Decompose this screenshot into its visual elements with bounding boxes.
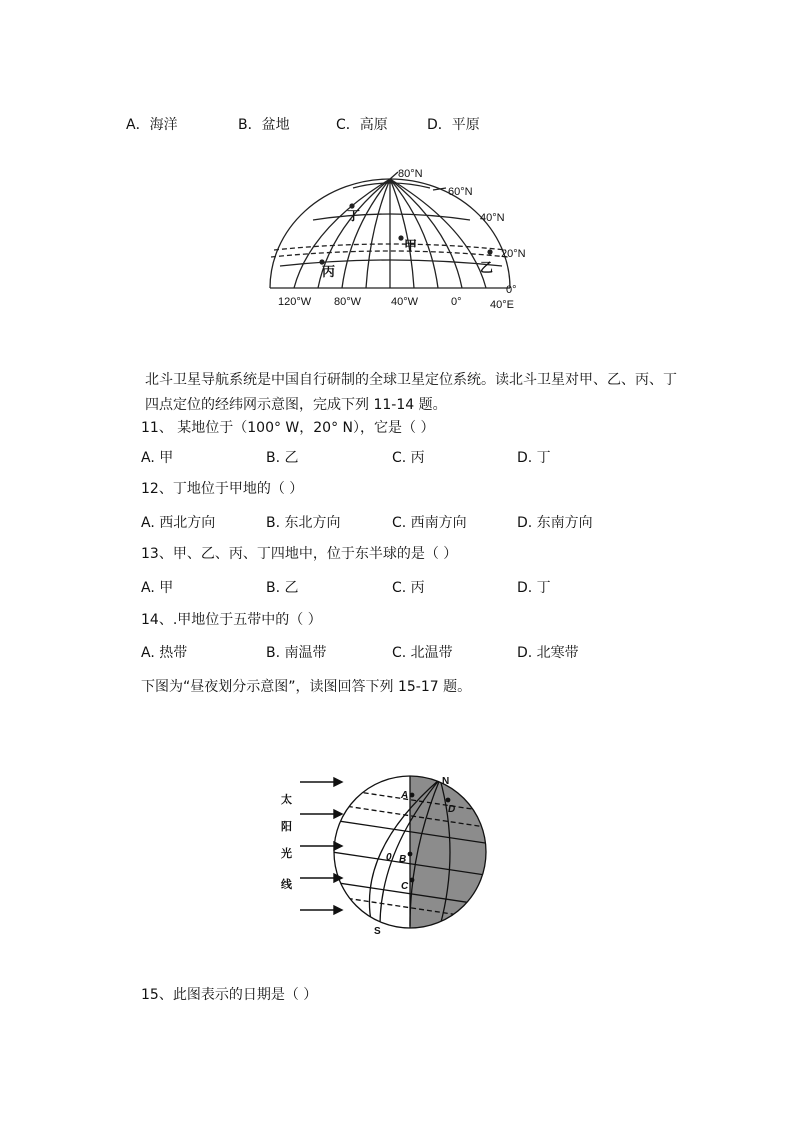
question-13-option-a: A. 甲 (141, 580, 174, 596)
intro-2: 下图为“昼夜划分示意图”，读图回答下列 15-17 题。 (141, 679, 472, 695)
point-yi-marker (487, 249, 492, 254)
globe-label-n: N (442, 776, 450, 787)
lon-label-40e: 40°E (490, 299, 514, 311)
sun-label-4: 线 (281, 879, 292, 891)
top-option-d: D．平原 (427, 117, 480, 133)
top-option-c: C．高原 (336, 117, 388, 133)
question-11-option-b: B. 乙 (266, 450, 299, 466)
question-14-option-d: D. 北寒带 (517, 645, 579, 661)
question-14-option-b: B. 南温带 (266, 645, 327, 661)
point-label-ding: 丁 (347, 208, 361, 223)
question-14-option-a: A. 热带 (141, 645, 188, 661)
lon-label-0: 0° (451, 296, 462, 308)
question-13-option-b: B. 乙 (266, 580, 299, 596)
question-13-option-d: D. 丁 (517, 580, 551, 596)
question-12-stem: 12、丁地位于甲地的（ ） (141, 481, 304, 497)
lon-label-80w: 80°W (334, 296, 362, 308)
lat-label-80n: 80°N (398, 168, 423, 180)
question-11-option-a: A. 甲 (141, 450, 174, 466)
point-jia-marker (398, 235, 403, 240)
intro-line-2: 四点定位的经纬网示意图，完成下列 11-14 题。 (145, 397, 447, 413)
lat-label-60n: 60°N (448, 186, 473, 198)
top-option-a: A．海洋 (126, 117, 178, 133)
lat-label-20n: 20°N (501, 248, 526, 260)
point-label-yi: 乙 (480, 260, 494, 275)
sun-label-1: 太 (281, 794, 292, 806)
question-12-option-d: D. 东南方向 (517, 515, 593, 531)
question-14-option-c: C. 北温带 (392, 645, 453, 661)
globe-label-d: D (448, 804, 456, 815)
question-11-stem: 11、 某地位于（100° W，20° N），它是（ ） (141, 420, 435, 436)
question-11-option-c: C. 丙 (392, 450, 425, 466)
sun-label-2: 阳 (281, 821, 292, 833)
intro-line-1: 北斗卫星导航系统是中国自行研制的全球卫星定位系统。读北斗卫星对甲、乙、丙、丁 (145, 372, 677, 388)
lat-label-0: 0° (506, 284, 517, 296)
question-13-option-c: C. 丙 (392, 580, 425, 596)
globe-label-0: 0 (386, 852, 392, 863)
point-b-marker (408, 852, 413, 857)
question-12-option-a: A. 西北方向 (141, 515, 216, 531)
question-14-stem: 14、.甲地位于五带中的（ ） (141, 612, 322, 628)
globe-label-s: S (374, 926, 381, 937)
question-11-option-d: D. 丁 (517, 450, 551, 466)
day-night-globe-figure (262, 770, 492, 940)
lon-label-120w: 120°W (278, 296, 312, 308)
lon-label-40w: 40°W (391, 296, 419, 308)
top-option-b: B．盆地 (238, 117, 290, 133)
question-15-stem: 15、此图表示的日期是（ ） (141, 987, 318, 1003)
globe-label-c: C (401, 881, 409, 892)
lat-lon-grid-figure (258, 168, 528, 313)
sun-label-3: 光 (281, 848, 292, 860)
question-12-option-b: B. 东北方向 (266, 515, 341, 531)
question-12-option-c: C. 西南方向 (392, 515, 467, 531)
lat-label-40n: 40°N (480, 212, 505, 224)
globe-label-a: A (401, 790, 409, 801)
point-label-bing: 丙 (322, 264, 336, 279)
point-d-marker (446, 798, 451, 803)
point-label-jia: 甲 (404, 238, 418, 253)
point-c-marker (410, 878, 415, 883)
globe-label-b: B (399, 854, 407, 865)
question-13-stem: 13、甲、乙、丙、丁四地中，位于东半球的是（ ） (141, 546, 458, 562)
point-a-marker (410, 793, 415, 798)
